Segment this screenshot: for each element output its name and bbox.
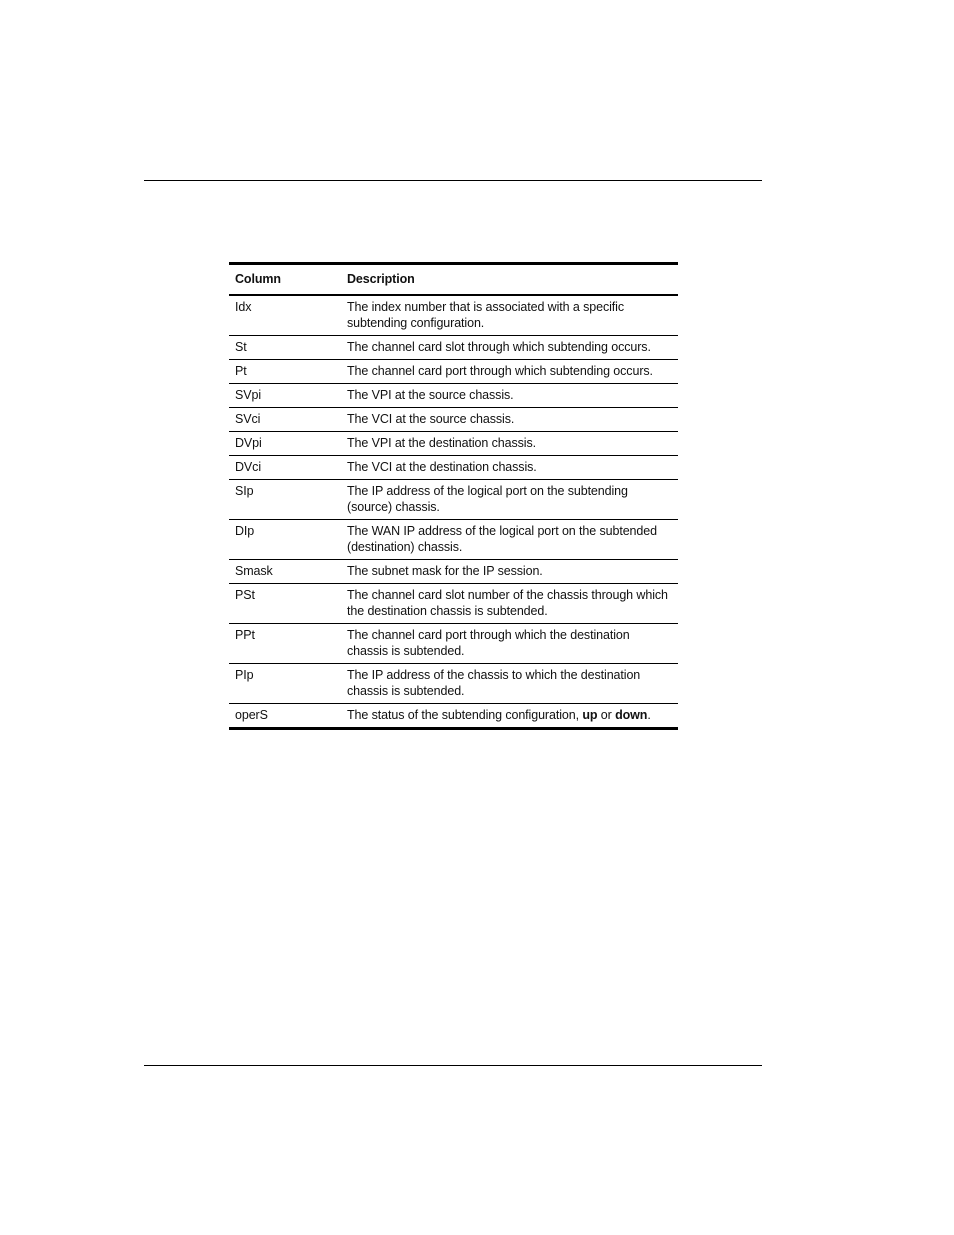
- table-row: [229, 560, 678, 584]
- row-description: The WAN IP address of the logical port on the subtended (destination) chassis.: [341, 520, 678, 560]
- row-description: The channel card slot number of the chassis through which the destination chassis is subtended.: [341, 584, 678, 624]
- row-description: The VPI at the source chassis.: [341, 384, 678, 408]
- table-row: [229, 408, 678, 432]
- table-row: [229, 295, 678, 336]
- status-text-prefix: The status of the subtending configuration,: [347, 708, 583, 722]
- row-column-name: Idx: [229, 295, 341, 336]
- row-column-name: PIp: [229, 664, 341, 704]
- row-column-name: operS: [229, 704, 341, 729]
- row-column-name: DVci: [229, 456, 341, 480]
- table-row: [229, 480, 678, 520]
- table-row: [229, 456, 678, 480]
- table-row: [229, 360, 678, 384]
- table-row: [229, 520, 678, 560]
- row-description: The subnet mask for the IP session.: [341, 560, 678, 584]
- row-column-name: PPt: [229, 624, 341, 664]
- row-description: The channel card port through which the destination chassis is subtended.: [341, 624, 678, 664]
- row-description: The VPI at the destination chassis.: [341, 432, 678, 456]
- table-row: [229, 336, 678, 360]
- table-row: [229, 664, 678, 704]
- row-description: The IP address of the chassis to which the destination chassis is subtended.: [341, 664, 678, 704]
- row-description: The index number that is associated with a specific subtending configuration.: [341, 295, 678, 336]
- row-column-name: SVci: [229, 408, 341, 432]
- row-column-name: Smask: [229, 560, 341, 584]
- row-description: The IP address of the logical port on the subtending (source) chassis.: [341, 480, 678, 520]
- row-description: [341, 704, 678, 729]
- row-column-name: St: [229, 336, 341, 360]
- table-row: [229, 384, 678, 408]
- row-column-name: SVpi: [229, 384, 341, 408]
- header-rule: [144, 180, 762, 181]
- description-header: Description: [347, 272, 415, 286]
- status-up-value: up: [582, 708, 598, 722]
- status-text-or: or: [597, 708, 616, 722]
- status-down-value: down: [615, 708, 648, 722]
- row-column-name: Pt: [229, 360, 341, 384]
- table-row: [229, 584, 678, 624]
- column-header: Column: [235, 272, 281, 286]
- table-row: [229, 704, 678, 729]
- row-description: The channel card slot through which subtending occurs.: [341, 336, 678, 360]
- footer-rule: [144, 1065, 762, 1066]
- table-row: [229, 432, 678, 456]
- row-description: The channel card port through which subtending occurs.: [341, 360, 678, 384]
- row-column-name: DIp: [229, 520, 341, 560]
- row-column-name: DVpi: [229, 432, 341, 456]
- row-column-name: SIp: [229, 480, 341, 520]
- row-column-name: PSt: [229, 584, 341, 624]
- table-header-row: [229, 264, 678, 296]
- status-text-suffix: .: [647, 708, 651, 722]
- row-description: The VCI at the source chassis.: [341, 408, 678, 432]
- table-row: [229, 624, 678, 664]
- row-description: The VCI at the destination chassis.: [341, 456, 678, 480]
- column-description-table: [229, 262, 678, 730]
